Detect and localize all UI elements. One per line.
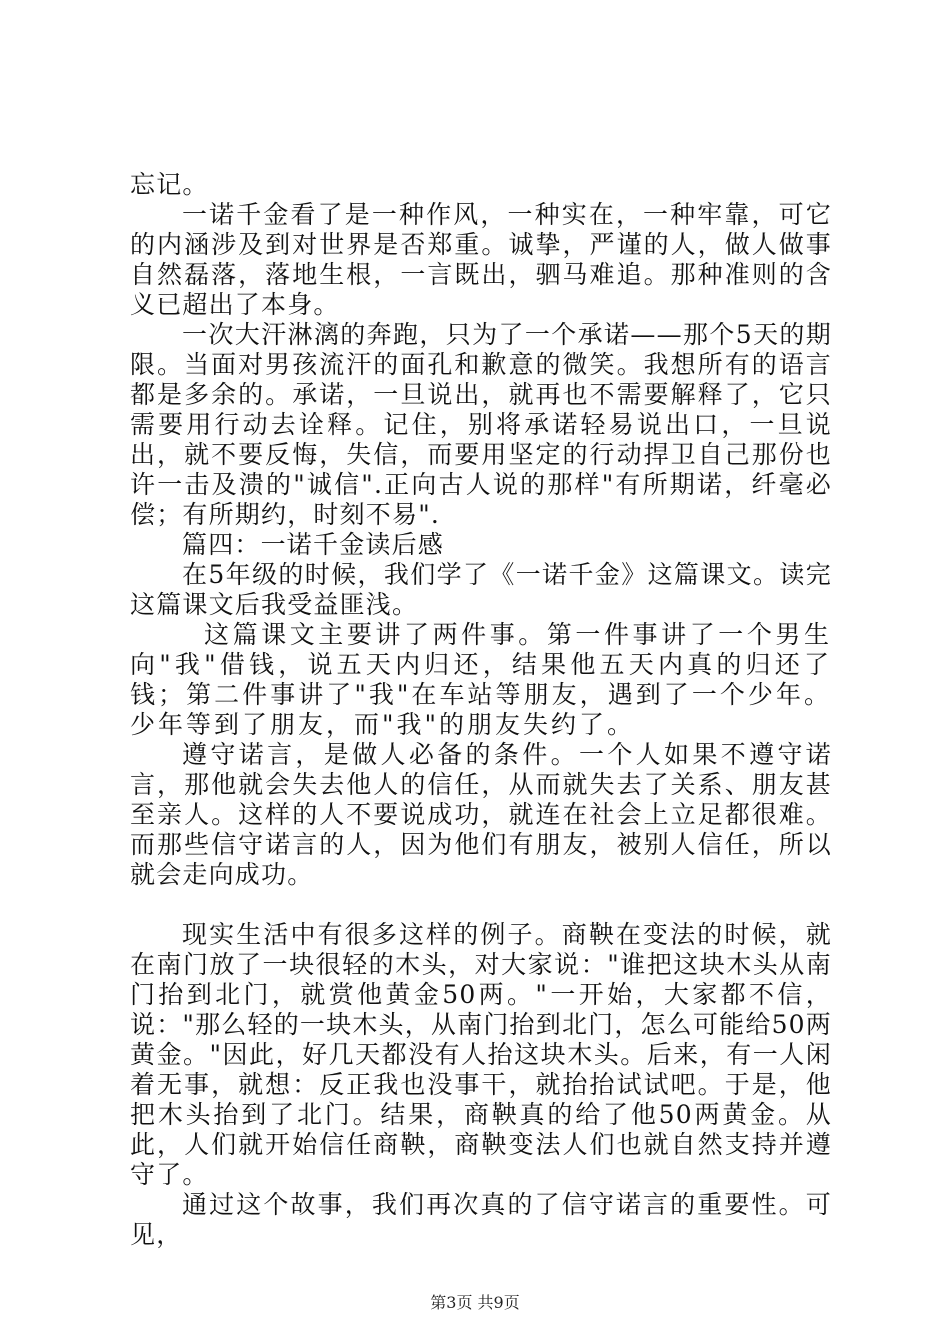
page-number-footer: 第3页 共9页 xyxy=(430,1293,520,1312)
paragraph: 在5年级的时候，我们学了《一诺千金》这篇课文。读完这篇课文后我受益匪浅。 xyxy=(130,560,832,619)
section-heading: 篇四：一诺千金读后感 xyxy=(182,530,445,559)
paragraph: 一次大汗淋漓的奔跑，只为了一个承诺——那个5天的期限。当面对男孩流汗的面孔和歉意的微笑。我想所有的语言都是多余的。承诺，一旦说出，就再也不需要解释了，它只需要用行动去诠释。记住，别将承诺轻易说出口，一旦说出，就不要反悔，失信，而要用坚定的行动捍卫自己那份也许一击及溃的"诚信".正向古人说的那样"有所期诺，纤毫必偿；有所期约，时刻不易". xyxy=(130,320,832,529)
document-body xyxy=(130,170,832,1250)
paragraph: 通过这个故事，我们再次真的了信守诺言的重要性。可见， xyxy=(130,1190,832,1249)
paragraph: 这篇课文主要讲了两件事。第一件事讲了一个男生向"我"借钱，说五天内归还，结果他五天内真的归还了钱；第二件事讲了"我"在车站等朋友，遇到了一个少年。少年等到了朋友，而"我"的朋友失约了。 xyxy=(130,620,832,739)
paragraph: 遵守诺言，是做人必备的条件。一个人如果不遵守诺言，那他就会失去他人的信任，从而就失去了关系、朋友甚至亲人。这样的人不要说成功，就连在社会上立足都很难。而那些信守诺言的人，因为他们有朋友，被别人信任，所以就会走向成功。 xyxy=(130,740,832,889)
paragraph-continuation: 忘记。 xyxy=(130,170,209,199)
paragraph: 一诺千金看了是一种作风，一种实在，一种牢靠，可它的内涵涉及到对世界是否郑重。诚挚，严谨的人，做人做事自然磊落，落地生根，一言既出，驷马难追。那种准则的含义已超出了本身。 xyxy=(130,200,832,319)
paragraph: 现实生活中有很多这样的例子。商鞅在变法的时候，就在南门放了一块很轻的木头，对大家说："谁把这块木头从南门抬到北门，就赏他黄金50两。"一开始，大家都不信，说："那么轻的一块木头，从南门抬到北门，怎么可能给50两黄金。"因此，好几天都没有人抬这块木头。后来，有一人闲着无事，就想：反正我也没事干，就抬抬试试吧。于是，他把木头抬到了北门。结果，商鞅真的给了他50两黄金。从此，人们就开始信任商鞅，商鞅变法人们也就自然支持并遵守了。 xyxy=(130,920,832,1189)
